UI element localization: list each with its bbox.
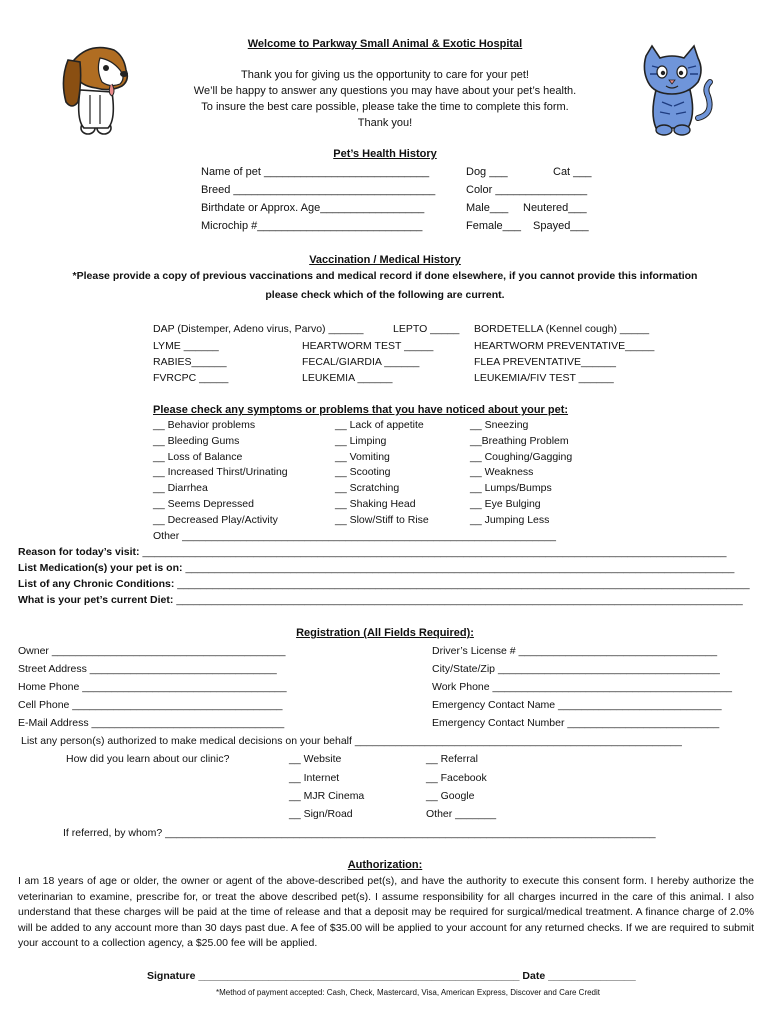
- street-address-field[interactable]: Street Address ________________________________: [18, 663, 277, 675]
- vaccine-rabies[interactable]: RABIES______: [153, 356, 227, 368]
- vaccine-lepto[interactable]: LEPTO _____: [393, 323, 460, 335]
- flea-preventative[interactable]: FLEA PREVENTATIVE______: [474, 356, 617, 368]
- symptom-coughing[interactable]: __ Coughing/Gagging: [470, 451, 573, 463]
- breed-field[interactable]: Breed _________________________________: [201, 184, 436, 196]
- intro-line-3: To insure the best care possible, please take the time to complete this form.: [201, 101, 569, 113]
- vaccination-note-1: *Please provide a copy of previous vaccinations and medical record if done elsewhere, if you cannot provide this information: [72, 270, 698, 282]
- symptom-loss-balance[interactable]: __ Loss of Balance: [153, 451, 243, 463]
- medications-label: List Medication(s) your pet is on:: [18, 562, 183, 574]
- symptom-appetite[interactable]: __ Lack of appetite: [335, 419, 424, 431]
- leukemia-fiv-test[interactable]: LEUKEMIA/FIV TEST ______: [474, 372, 614, 384]
- vaccine-fvrcpc[interactable]: FVRCPC _____: [153, 372, 229, 384]
- source-sign-road[interactable]: __ Sign/Road: [289, 808, 353, 820]
- symptom-behavior[interactable]: __ Behavior problems: [153, 419, 256, 431]
- signature-date-field[interactable]: Signature _______________________________________________________ Date _______________: [147, 970, 636, 982]
- intro-line-1: Thank you for giving us the opportunity to care for your pet!: [241, 69, 529, 81]
- intro-line-4: Thank you!: [357, 117, 413, 129]
- referred-by-field[interactable]: If referred, by whom? ____________________________________________________________________________________: [63, 827, 656, 839]
- symptom-vomiting[interactable]: __ Vomiting: [335, 451, 390, 463]
- owner-field[interactable]: Owner ________________________________________: [18, 645, 286, 657]
- authorized-persons-field[interactable]: List any person(s) authorized to make medical decisions on your behalf ________________________________________________________: [21, 735, 682, 747]
- symptom-sneezing[interactable]: __ Sneezing: [470, 419, 529, 431]
- intro-line-2: We’ll be happy to answer any questions you may have about your pet’s health.: [193, 85, 577, 97]
- symptom-scratching[interactable]: __ Scratching: [335, 482, 400, 494]
- emergency-contact-name-field[interactable]: Emergency Contact Name ____________________________: [432, 699, 722, 711]
- symptom-slow-stiff[interactable]: __ Slow/Stiff to Rise: [335, 514, 429, 526]
- heartworm-test[interactable]: HEARTWORM TEST _____: [302, 340, 434, 352]
- female-checkbox[interactable]: Female___: [466, 220, 522, 232]
- payment-note: *Method of payment accepted: Cash, Check, Mastercard, Visa, American Express, Discover and Care Credit: [215, 988, 601, 997]
- symptom-other-field[interactable]: Other ________________________________________________________________: [153, 530, 556, 542]
- source-website[interactable]: __ Website: [289, 753, 342, 765]
- symptom-diarrhea[interactable]: __ Diarrhea: [153, 482, 208, 494]
- microchip-field[interactable]: Microchip #___________________________: [201, 220, 423, 232]
- how-learned-label: How did you learn about our clinic?: [66, 753, 230, 765]
- vaccine-dap[interactable]: DAP (Distemper, Adeno virus, Parvo) ______: [153, 323, 364, 335]
- symptom-lumps[interactable]: __ Lumps/Bumps: [470, 482, 552, 494]
- male-checkbox[interactable]: Male___: [466, 202, 509, 214]
- pet-name-field[interactable]: Name of pet ___________________________: [201, 166, 430, 178]
- heartworm-preventative[interactable]: HEARTWORM PREVENTATIVE_____: [474, 340, 655, 352]
- registration-title: Registration (All Fields Required):: [296, 627, 474, 639]
- work-phone-field[interactable]: Work Phone _________________________________________: [432, 681, 732, 693]
- medications-field[interactable]: List Medication(s) your pet is on: ______________________________________________________________________________________________: [18, 562, 735, 574]
- neutered-checkbox[interactable]: Neutered___: [523, 202, 587, 214]
- source-facebook[interactable]: __ Facebook: [426, 772, 487, 784]
- symptom-limping[interactable]: __ Limping: [335, 435, 387, 447]
- current-diet-field[interactable]: What is your pet’s current Diet: _________________________________________________________________________________________________: [18, 594, 743, 606]
- email-field[interactable]: E-Mail Address _________________________________: [18, 717, 285, 729]
- symptom-eye-bulging[interactable]: __ Eye Bulging: [470, 498, 541, 510]
- source-mjr-cinema[interactable]: __ MJR Cinema: [289, 790, 365, 802]
- chronic-conditions-field[interactable]: List of any Chronic Conditions: __________________________________________________________________________________________________: [18, 578, 750, 590]
- spayed-checkbox[interactable]: Spayed___: [533, 220, 589, 232]
- symptom-scooting[interactable]: __ Scooting: [335, 466, 391, 478]
- symptom-jumping-less[interactable]: __ Jumping Less: [470, 514, 550, 526]
- page-title: Welcome to Parkway Small Animal & Exotic Hospital: [247, 38, 523, 50]
- color-field[interactable]: Color _______________: [466, 184, 588, 196]
- symptom-breathing[interactable]: __Breathing Problem: [470, 435, 569, 447]
- symptom-bleeding-gums[interactable]: __ Bleeding Gums: [153, 435, 240, 447]
- vaccination-title: Vaccination / Medical History: [309, 254, 461, 266]
- city-state-zip-field[interactable]: City/State/Zip ______________________________________: [432, 663, 720, 675]
- symptom-decreased-play[interactable]: __ Decreased Play/Activity: [153, 514, 278, 526]
- health-history-title: Pet’s Health History: [333, 148, 437, 160]
- reason-visit-field[interactable]: Reason for today’s visit: ____________________________________________________________________________________________________: [18, 546, 727, 558]
- drivers-license-field[interactable]: Driver’s License # __________________________________: [432, 645, 718, 657]
- birthdate-field[interactable]: Birthdate or Approx. Age_________________: [201, 202, 425, 214]
- authorization-title: Authorization:: [347, 859, 423, 871]
- reason-visit-label: Reason for today’s visit:: [18, 546, 140, 558]
- bordetella[interactable]: BORDETELLA (Kennel cough) _____: [474, 323, 650, 335]
- symptom-weakness[interactable]: __ Weakness: [470, 466, 534, 478]
- symptoms-title: Please check any symptoms or problems that you have noticed about your pet:: [153, 404, 569, 416]
- home-phone-field[interactable]: Home Phone ___________________________________: [18, 681, 287, 693]
- dog-checkbox[interactable]: Dog ___: [466, 166, 508, 178]
- source-internet[interactable]: __ Internet: [289, 772, 340, 784]
- current-diet-label: What is your pet’s current Diet:: [18, 594, 174, 606]
- cat-checkbox[interactable]: Cat ___: [553, 166, 592, 178]
- leukemia[interactable]: LEUKEMIA ______: [302, 372, 393, 384]
- symptom-depressed[interactable]: __ Seems Depressed: [153, 498, 254, 510]
- emergency-contact-number-field[interactable]: Emergency Contact Number __________________________: [432, 717, 720, 729]
- source-other-field[interactable]: Other _______: [426, 808, 497, 820]
- fecal-giardia[interactable]: FECAL/GIARDIA ______: [302, 356, 420, 368]
- symptom-shaking-head[interactable]: __ Shaking Head: [335, 498, 416, 510]
- cell-phone-field[interactable]: Cell Phone ____________________________________: [18, 699, 283, 711]
- vaccine-lyme[interactable]: LYME ______: [153, 340, 219, 352]
- chronic-conditions-label: List of any Chronic Conditions:: [18, 578, 175, 590]
- source-google[interactable]: __ Google: [426, 790, 475, 802]
- source-referral[interactable]: __ Referral: [426, 753, 478, 765]
- symptom-thirst[interactable]: __ Increased Thirst/Urinating: [153, 466, 288, 478]
- vaccination-note-2: please check which of the following are current.: [265, 289, 505, 301]
- authorization-text: I am 18 years of age or older, the owner or agent of the above-described pet(s), and have the authority to execute this consent form. I hereby authorize the veterinarian to examine, prescribe for, or treat the above described pet(s). I assume responsibility for all charges incurred in the care of this animal. I also understand that these charges will be paid at the time of release and that a deposit may be required for surgical/medical treatment. A finance charge of 2.0% will be added to any account more than 30 days past due. A fee of $35.00 will be applied to your account for any returned checks. If we are required to submit your account to a collection agency, a $25.00 fee will be applied.: [18, 875, 754, 950]
